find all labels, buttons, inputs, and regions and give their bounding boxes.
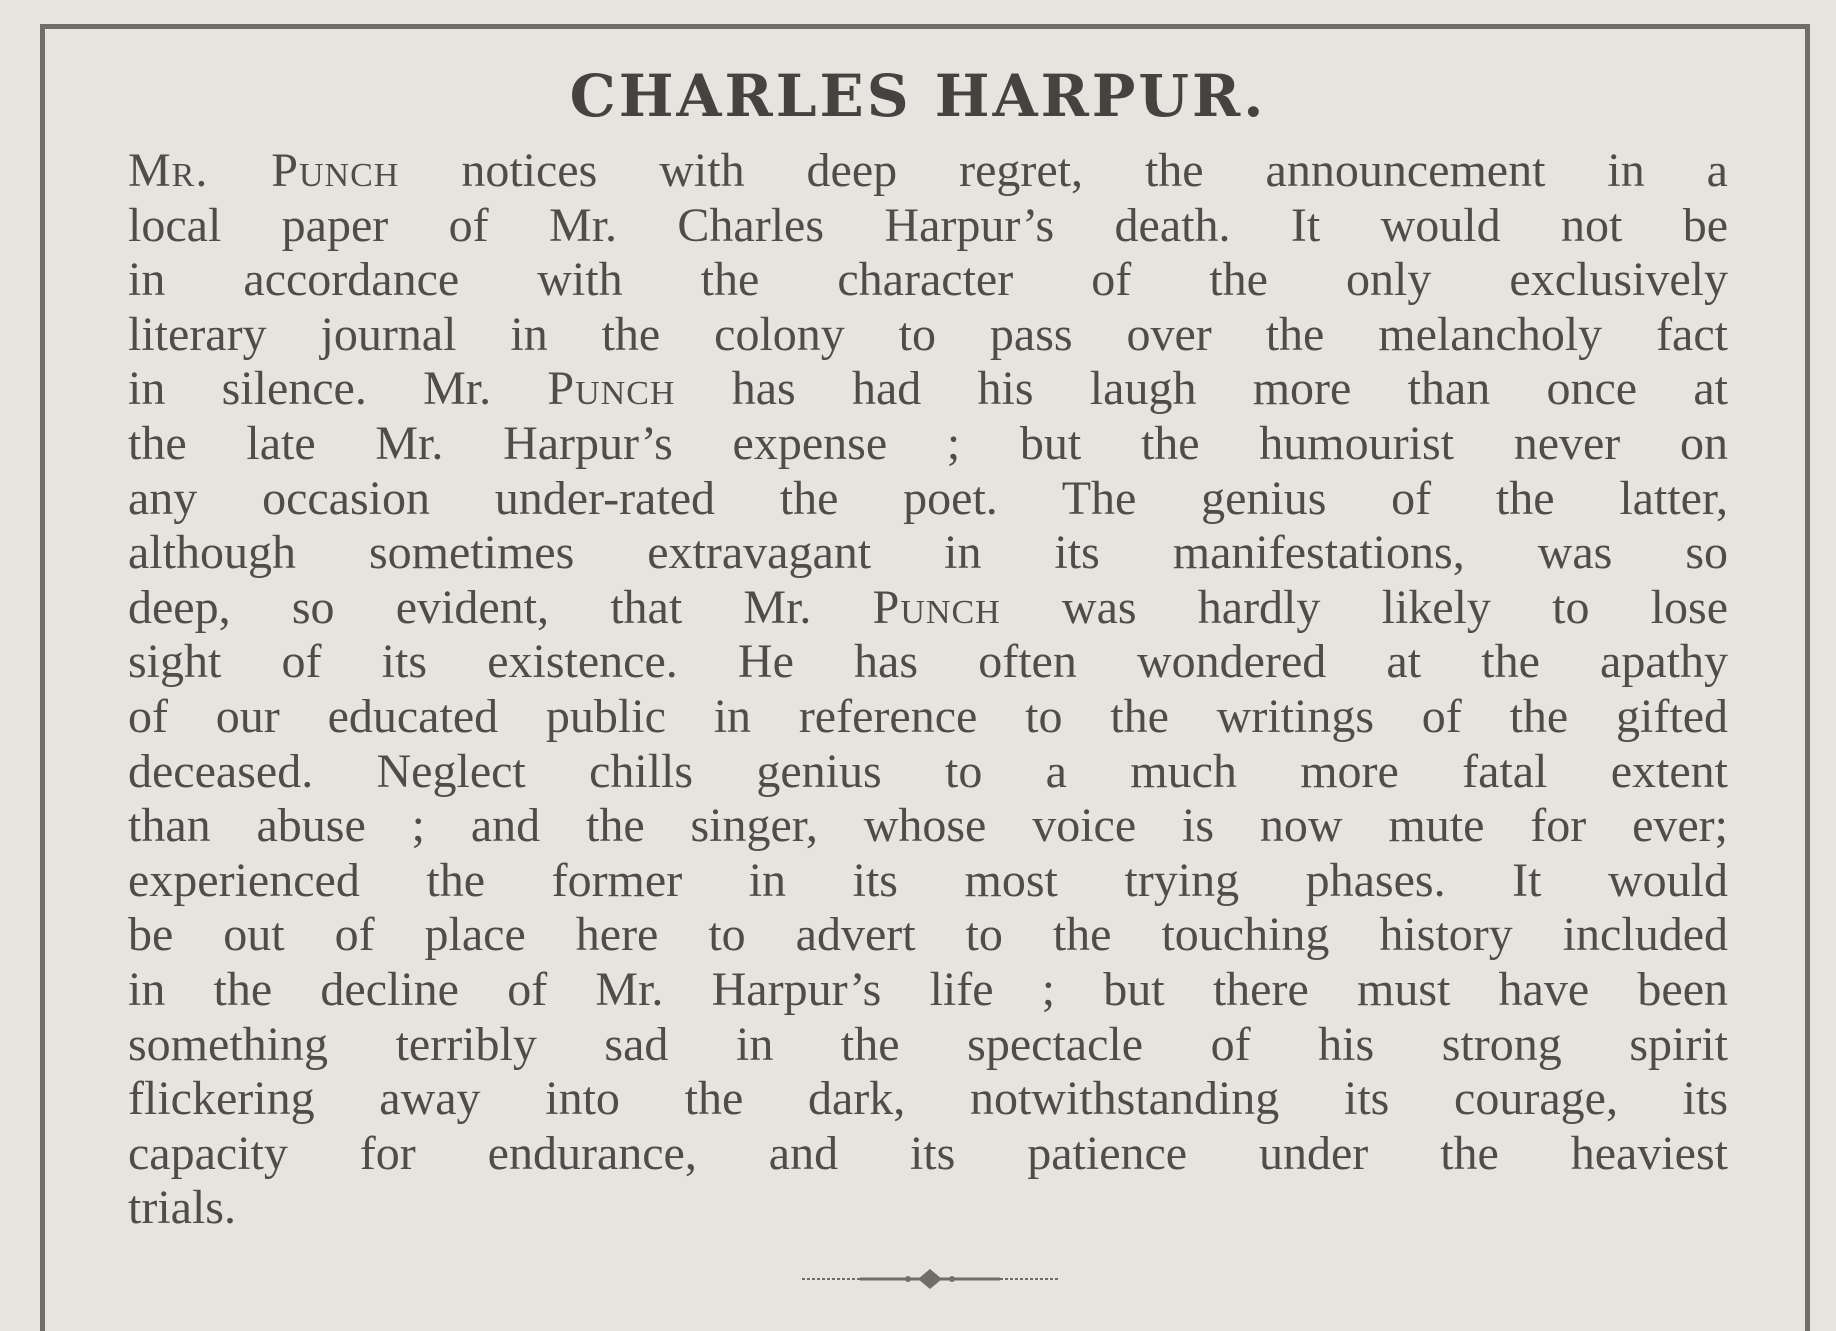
article-line <box>128 908 1728 963</box>
article-line <box>128 308 1728 363</box>
line-text: deep, so evident, that Mr. <box>128 580 873 634</box>
article-line <box>128 472 1728 527</box>
line-text: flickering away into the dark, notwithstanding its courage, its <box>128 1072 1728 1126</box>
line-text: trials. <box>128 1181 236 1235</box>
article-line <box>128 854 1728 909</box>
line-text: of our educated public in reference to the writings of the gifted <box>128 689 1728 743</box>
line-text: although sometimes extravagant in its manifestations, was so <box>128 526 1728 580</box>
article-body <box>128 144 1728 1236</box>
article-line <box>128 1127 1728 1182</box>
article-title: CHARLES HARPUR. <box>569 62 1267 130</box>
line-text: capacity for endurance, and its patience under the heaviest <box>128 1126 1728 1180</box>
line-text: notices with deep regret, the announcement in a <box>399 144 1728 197</box>
line-text: something terribly sad in the spectacle of his strong spirit <box>128 1017 1728 1071</box>
line-text: deceased. Neglect chills genius to a much more fatal extent <box>128 744 1728 798</box>
line-text: in silence. Mr. <box>128 362 548 416</box>
small-caps-name: Mr. Punch <box>128 144 400 197</box>
line-text: in the decline of Mr. Harpur’s life ; but there must have been <box>128 962 1728 1016</box>
line-text: any occasion under-rated the poet. The genius of the latter, <box>128 471 1728 525</box>
article-line <box>128 1072 1728 1127</box>
line-text: the late Mr. Harpur’s expense ; but the humourist never on <box>128 416 1728 470</box>
line-text: than abuse ; and the singer, whose voice is now mute for ever; <box>128 799 1728 853</box>
line-text: experienced the former in its most trying phases. It would <box>128 853 1728 907</box>
article-line <box>128 526 1728 581</box>
article-line <box>128 199 1728 254</box>
line-text: was hardly likely to lose <box>1000 580 1729 634</box>
article-line <box>128 1018 1728 1073</box>
article-line <box>128 144 1728 199</box>
article-line <box>128 417 1728 472</box>
line-text: in accordance with the character of the only exclusively <box>128 253 1728 307</box>
line-text: literary journal in the colony to pass over the melancholy fact <box>128 307 1728 361</box>
diamond-rule-ornament-icon <box>800 1268 1060 1290</box>
article-line <box>128 253 1728 308</box>
line-text: be out of place here to advert to the touching history included <box>128 908 1728 962</box>
line-text: sight of its existence. He has often wondered at the apathy <box>128 635 1728 689</box>
article-line <box>128 1181 1728 1236</box>
small-caps-name: Punch <box>872 580 1001 634</box>
article-line <box>128 362 1728 417</box>
article-line <box>128 745 1728 800</box>
line-text: has had his laugh more than once at <box>675 362 1728 416</box>
line-text: local paper of Mr. Charles Harpur’s death. It would not be <box>128 198 1728 252</box>
article-line <box>128 799 1728 854</box>
article-line <box>128 581 1728 636</box>
small-caps-name: Punch <box>547 362 676 416</box>
article-line <box>128 963 1728 1018</box>
article-line <box>128 635 1728 690</box>
article-line <box>128 690 1728 745</box>
